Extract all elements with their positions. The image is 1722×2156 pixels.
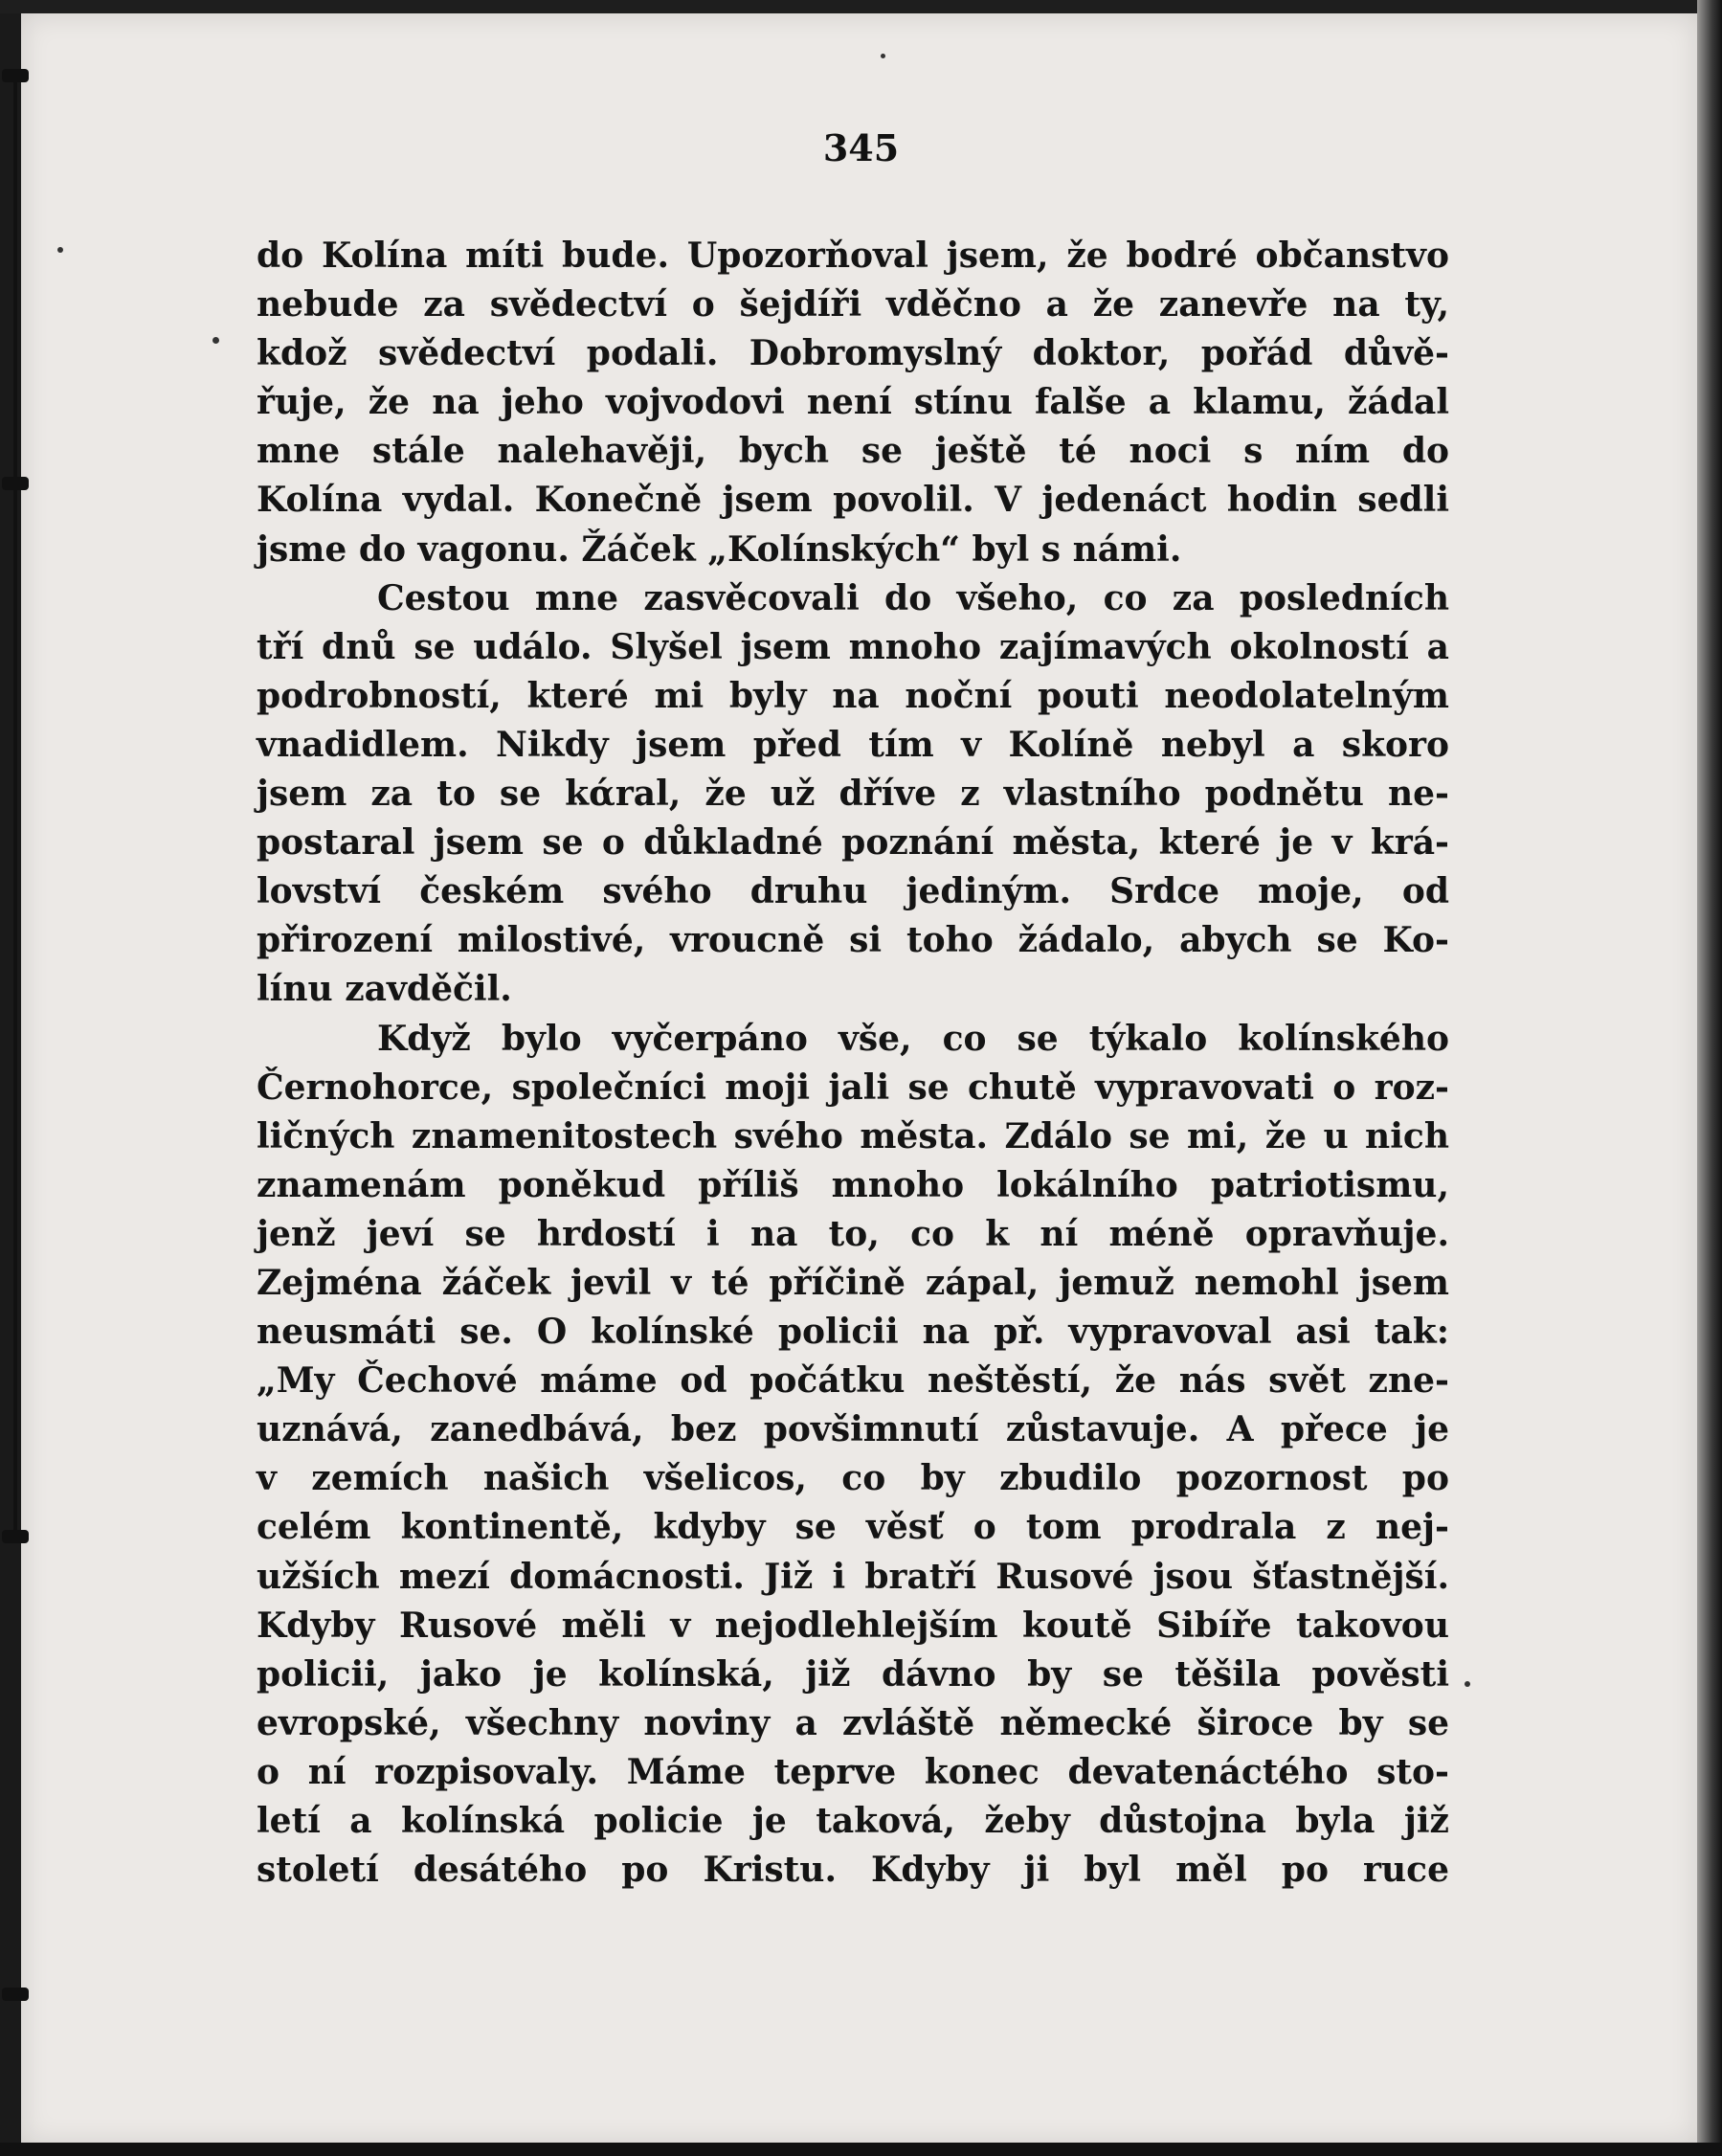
- text-line: uznává, zanedbává, bez povšimnutí zůstavuje. A přece je: [257, 1409, 1449, 1450]
- text-line: podrobností, které mi byly na noční pouti neodolatelným: [257, 675, 1449, 716]
- text-line: v zemích našich všelicos, co by zbudilo pozornost po: [257, 1458, 1449, 1499]
- text-line: línu zavděčil.: [257, 969, 512, 1010]
- text-line: vnadidlem. Nikdy jsem před tím v Kolíně nebyl a skoro: [257, 724, 1449, 765]
- binding-mark: [2, 1530, 29, 1543]
- binding-mark: [2, 1988, 29, 2001]
- text-line: ličných znamenitostech svého města. Zdálo se mi, že u nich: [257, 1115, 1449, 1157]
- scan-bottom-edge: [0, 2143, 1722, 2156]
- text-line: Kdyby Rusové měli v nejodlehlejším koutě Sibíře takovou: [257, 1605, 1449, 1646]
- text-line: evropské, všechny noviny a zvláště německé široce by se: [257, 1702, 1449, 1743]
- scan-speck: [881, 54, 885, 58]
- text-line: lovství českém svého druhu jediným. Srdce moje, od: [257, 871, 1449, 912]
- text-line: jsem za to se kάral, že už dříve z vlastního podnětu ne-: [257, 774, 1449, 815]
- text-line: do Kolína míti bude. Upozorňoval jsem, že bodré občanstvo: [257, 236, 1449, 276]
- scan-speck: [212, 337, 219, 344]
- scan-top-edge: [0, 0, 1722, 13]
- text-line: Zejména žáček jevil v té příčině zápal, jemuž nemohl jsem: [257, 1262, 1449, 1303]
- text-line: neusmáti se. O kolínské policii na př. vypravoval asi tak:: [257, 1312, 1449, 1353]
- scan-speck: [57, 247, 63, 253]
- text-line: „My Čechové máme od počátku neštěstí, že nás svět zne-: [257, 1360, 1449, 1402]
- binding-mark: [2, 477, 29, 490]
- text-line: Kolína vydal. Konečně jsem povolil. V jedenáct hodin sedli: [257, 480, 1449, 521]
- text-line: znamenám poněkud příliš mnoho lokálního patriotismu,: [257, 1164, 1449, 1205]
- scan-right-edge: [1697, 0, 1722, 2156]
- text-line: celém kontinentě, kdyby se věsť o tom prodrala z nej-: [257, 1507, 1449, 1548]
- text-line: užších mezí domácnosti. Již i bratří Rusové jsou šťastnější.: [257, 1556, 1449, 1597]
- text-line: kdož svědectví podali. Dobromyslný doktor, pořád důvě-: [257, 333, 1449, 374]
- text-line: o ní rozpisovaly. Máme teprve konec devatenáctého sto-: [257, 1751, 1449, 1792]
- text-line: letí a kolínská policie je taková, žeby důstojna byla již: [257, 1801, 1449, 1841]
- text-line: postaral jsem se o důkladné poznání města, které je v krá-: [257, 822, 1449, 864]
- text-line: Když bylo vyčerpáno vše, co se týkalo kolínského: [377, 1018, 1449, 1059]
- text-line: jsme do vagonu. Žáček „Kolínských“ byl s námi.: [257, 528, 1182, 570]
- text-line: nebude za svědectví o šejdíři vděčno a že zanevře na ty,: [257, 284, 1449, 326]
- scan-speck: [1465, 1681, 1470, 1687]
- text-line: jenž jeví se hrdostí i na to, co k ní méně opravňuje.: [257, 1213, 1449, 1254]
- binding-mark: [2, 69, 29, 82]
- text-line: policii, jako je kolínská, již dávno by se těšila pověsti: [257, 1653, 1449, 1695]
- text-line: Černohorce, společníci moji jali se chutě vypravovati o roz-: [257, 1067, 1449, 1108]
- text-line: století desátého po Kristu. Kdyby ji byl měl po ruce: [257, 1850, 1449, 1891]
- binding-line: [13, 75, 17, 1530]
- page-number: 345: [822, 126, 900, 169]
- text-line: přirození milostivé, vroucně si toho žádalo, abych se Ko-: [257, 920, 1449, 961]
- text-line: Cestou mne zasvěcovali do všeho, co za posledních: [377, 577, 1449, 618]
- text-line: řuje, že na jeho vojvodovi není stínu falše a klamu, žádal: [257, 382, 1449, 423]
- body-text: [257, 232, 1449, 1895]
- text-line: mne stále nalehavěji, bych se ještě té noci s ním do: [257, 431, 1449, 472]
- text-line: tří dnů se událo. Slyšel jsem mnoho zajímavých okolností a: [257, 626, 1449, 667]
